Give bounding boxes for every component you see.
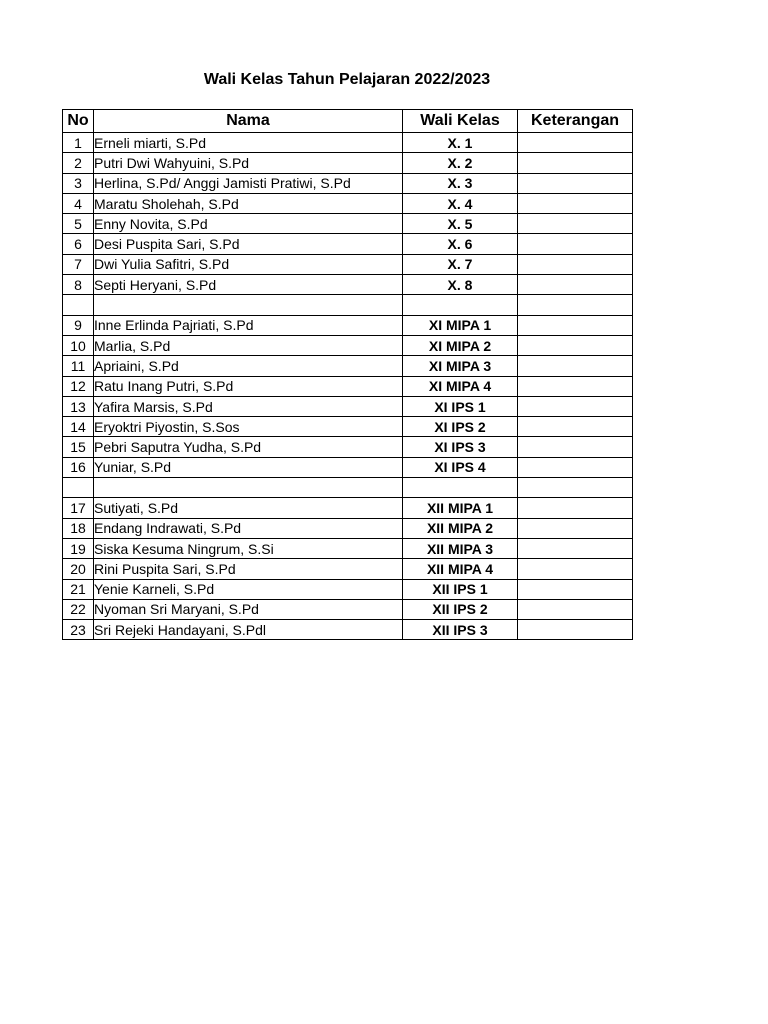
cell-nama: Herlina, S.Pd/ Anggi Jamisti Pratiwi, S.Pd: [94, 173, 403, 193]
table-row: [63, 234, 633, 254]
cell-wali-kelas: XII MIPA 1: [403, 498, 518, 518]
cell-wali-kelas: X. 4: [403, 193, 518, 213]
cell-nama: Yuniar, S.Pd: [94, 457, 403, 477]
table-row: [63, 417, 633, 437]
cell-no: 11: [63, 356, 94, 376]
cell-nama: Maratu Sholehah, S.Pd: [94, 193, 403, 213]
cell-keterangan: [518, 335, 633, 355]
cell-nama: [94, 295, 403, 315]
cell-nama: Sutiyati, S.Pd: [94, 498, 403, 518]
cell-no: 15: [63, 437, 94, 457]
cell-no: 22: [63, 599, 94, 619]
table-row: [63, 173, 633, 193]
cell-wali-kelas: X. 2: [403, 153, 518, 173]
cell-wali-kelas: XI MIPA 2: [403, 335, 518, 355]
cell-no: 16: [63, 457, 94, 477]
cell-nama: Siska Kesuma Ningrum, S.Si: [94, 538, 403, 558]
cell-keterangan: [518, 579, 633, 599]
cell-keterangan: [518, 295, 633, 315]
cell-keterangan: [518, 214, 633, 234]
cell-no: 4: [63, 193, 94, 213]
cell-nama: Enny Novita, S.Pd: [94, 214, 403, 234]
cell-wali-kelas: X. 3: [403, 173, 518, 193]
header-keterangan: Keterangan: [518, 110, 633, 133]
cell-nama: Inne Erlinda Pajriati, S.Pd: [94, 315, 403, 335]
cell-keterangan: [518, 356, 633, 376]
cell-nama: Septi Heryani, S.Pd: [94, 275, 403, 295]
cell-keterangan: [518, 538, 633, 558]
table-row: [63, 620, 633, 640]
table-body: [63, 133, 633, 640]
table-row: [63, 193, 633, 213]
table-row: [63, 478, 633, 498]
cell-nama: Apriaini, S.Pd: [94, 356, 403, 376]
cell-wali-kelas: [403, 295, 518, 315]
cell-no: 2: [63, 153, 94, 173]
cell-nama: Desi Puspita Sari, S.Pd: [94, 234, 403, 254]
document-title: Wali Kelas Tahun Pelajaran 2022/2023: [203, 71, 491, 88]
cell-keterangan: [518, 396, 633, 416]
table-row: [63, 153, 633, 173]
cell-nama: Ratu Inang Putri, S.Pd: [94, 376, 403, 396]
table-row: [63, 254, 633, 274]
cell-keterangan: [518, 173, 633, 193]
cell-no: 17: [63, 498, 94, 518]
cell-nama: Pebri Saputra Yudha, S.Pd: [94, 437, 403, 457]
table-row: [63, 457, 633, 477]
cell-keterangan: [518, 275, 633, 295]
cell-no: 1: [63, 133, 94, 153]
cell-keterangan: [518, 417, 633, 437]
cell-keterangan: [518, 153, 633, 173]
cell-wali-kelas: X. 5: [403, 214, 518, 234]
cell-keterangan: [518, 599, 633, 619]
header-no: No: [63, 110, 94, 133]
table-row: [63, 498, 633, 518]
cell-nama: Dwi Yulia Safitri, S.Pd: [94, 254, 403, 274]
cell-no: 14: [63, 417, 94, 437]
table-row: [63, 295, 633, 315]
cell-nama: Endang Indrawati, S.Pd: [94, 518, 403, 538]
cell-no: 23: [63, 620, 94, 640]
cell-wali-kelas: XI MIPA 1: [403, 315, 518, 335]
cell-keterangan: [518, 437, 633, 457]
table-row: [63, 356, 633, 376]
header-nama: Nama: [94, 110, 403, 133]
table-row: [63, 599, 633, 619]
table-row: [63, 579, 633, 599]
cell-wali-kelas: XI MIPA 3: [403, 356, 518, 376]
cell-wali-kelas: XI MIPA 4: [403, 376, 518, 396]
table-row: [63, 559, 633, 579]
cell-keterangan: [518, 193, 633, 213]
cell-nama: Putri Dwi Wahyuini, S.Pd: [94, 153, 403, 173]
cell-nama: Marlia, S.Pd: [94, 335, 403, 355]
table-row: [63, 315, 633, 335]
cell-nama: Rini Puspita Sari, S.Pd: [94, 559, 403, 579]
cell-wali-kelas: XII MIPA 3: [403, 538, 518, 558]
cell-nama: [94, 478, 403, 498]
cell-wali-kelas: X. 8: [403, 275, 518, 295]
cell-no: 12: [63, 376, 94, 396]
cell-no: 8: [63, 275, 94, 295]
table-header-row: [63, 110, 633, 133]
cell-nama: Nyoman Sri Maryani, S.Pd: [94, 599, 403, 619]
table-row: [63, 214, 633, 234]
table-row: [63, 396, 633, 416]
cell-keterangan: [518, 254, 633, 274]
cell-no: 6: [63, 234, 94, 254]
cell-no: 9: [63, 315, 94, 335]
table-row: [63, 437, 633, 457]
cell-no: [63, 478, 94, 498]
header-wali-kelas: Wali Kelas: [403, 110, 518, 133]
cell-wali-kelas: XII IPS 2: [403, 599, 518, 619]
cell-keterangan: [518, 133, 633, 153]
cell-keterangan: [518, 457, 633, 477]
cell-keterangan: [518, 234, 633, 254]
cell-nama: Yafira Marsis, S.Pd: [94, 396, 403, 416]
cell-wali-kelas: [403, 478, 518, 498]
table-row: [63, 538, 633, 558]
table-row: [63, 133, 633, 153]
cell-no: 21: [63, 579, 94, 599]
cell-no: 13: [63, 396, 94, 416]
cell-wali-kelas: XII MIPA 2: [403, 518, 518, 538]
cell-keterangan: [518, 559, 633, 579]
cell-wali-kelas: XI IPS 4: [403, 457, 518, 477]
cell-wali-kelas: XII MIPA 4: [403, 559, 518, 579]
cell-wali-kelas: X. 1: [403, 133, 518, 153]
table-row: [63, 275, 633, 295]
cell-keterangan: [518, 315, 633, 335]
cell-wali-kelas: XI IPS 1: [403, 396, 518, 416]
table-row: [63, 376, 633, 396]
table-row: [63, 335, 633, 355]
cell-nama: Erneli miarti, S.Pd: [94, 133, 403, 153]
cell-keterangan: [518, 518, 633, 538]
cell-nama: Eryoktri Piyostin, S.Sos: [94, 417, 403, 437]
cell-nama: Sri Rejeki Handayani, S.Pdl: [94, 620, 403, 640]
cell-keterangan: [518, 478, 633, 498]
cell-wali-kelas: XII IPS 1: [403, 579, 518, 599]
cell-no: 18: [63, 518, 94, 538]
cell-no: 7: [63, 254, 94, 274]
cell-wali-kelas: X. 6: [403, 234, 518, 254]
homeroom-teacher-table: [62, 109, 633, 640]
cell-keterangan: [518, 376, 633, 396]
cell-no: 19: [63, 538, 94, 558]
cell-wali-kelas: XI IPS 2: [403, 417, 518, 437]
cell-wali-kelas: XI IPS 3: [403, 437, 518, 457]
cell-keterangan: [518, 620, 633, 640]
cell-no: [63, 295, 94, 315]
cell-keterangan: [518, 498, 633, 518]
table-row: [63, 518, 633, 538]
cell-no: 5: [63, 214, 94, 234]
cell-no: 3: [63, 173, 94, 193]
cell-no: 20: [63, 559, 94, 579]
cell-no: 10: [63, 335, 94, 355]
cell-nama: Yenie Karneli, S.Pd: [94, 579, 403, 599]
cell-wali-kelas: X. 7: [403, 254, 518, 274]
cell-wali-kelas: XII IPS 3: [403, 620, 518, 640]
